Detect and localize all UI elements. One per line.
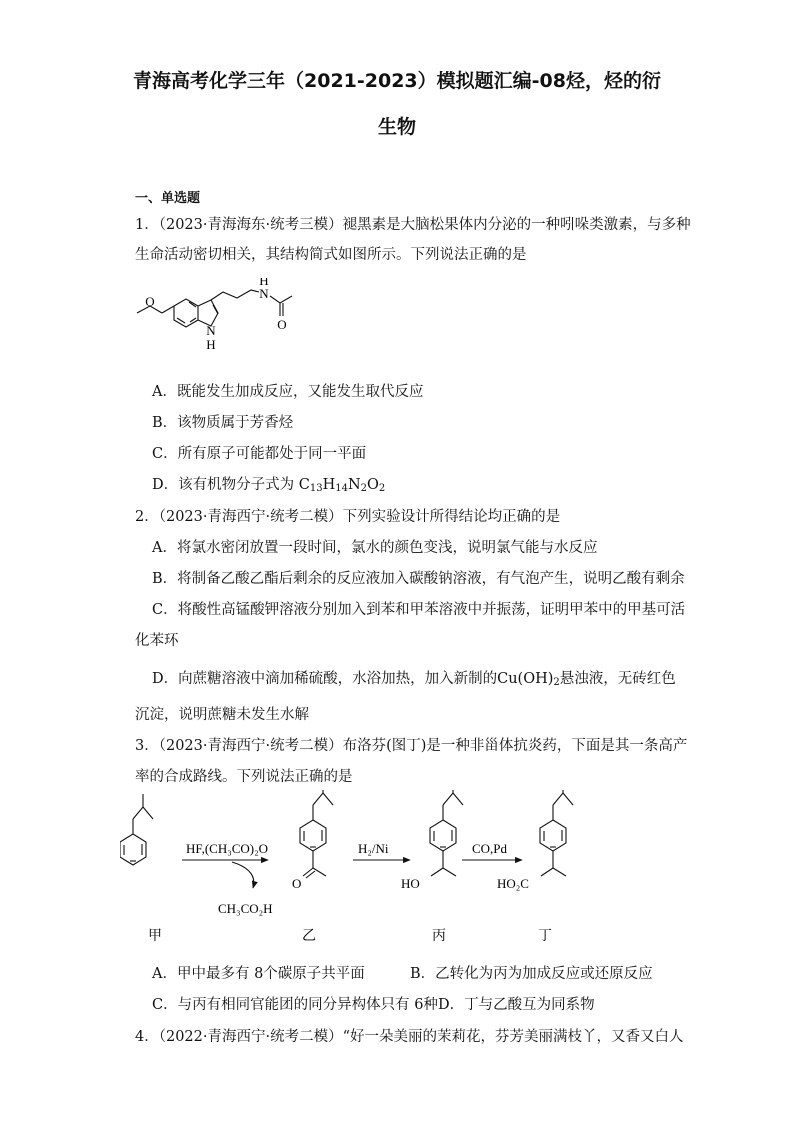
reagent-hydrogen-nickel: H₂/Ni bbox=[358, 841, 389, 856]
label-jia: 甲 bbox=[148, 929, 162, 944]
q3-option-c: C．与丙有相同官能团的同分异构体只有 6种 bbox=[152, 997, 438, 1013]
q3-stem-line-2: 率的合成路线。下列说法正确的是 bbox=[135, 769, 353, 785]
label-bing: 丙 bbox=[432, 929, 446, 944]
q2-option-c-line-1: C．将酸性高锰酸钾溶液分别加入到苯和甲苯溶液中并振荡，证明甲苯中的甲基可活 bbox=[152, 602, 686, 618]
amide-h-label: H bbox=[259, 278, 269, 288]
carbonyl-oxygen-label: O bbox=[277, 317, 287, 332]
q1-option-b: B．该物质属于芳香烃 bbox=[152, 415, 294, 431]
q1-option-a: A．既能发生加成反应，又能发生取代反应 bbox=[152, 384, 424, 400]
q3-option-d: D．丁与乙酸互为同系物 bbox=[438, 997, 595, 1013]
q3-stem-line-1: 3．（2023·青海西宁·统考二模）布洛芬(图丁)是一种非甾体抗炎药，下面是其一条高产 bbox=[135, 738, 688, 754]
q3-option-a: A．甲中最多有 8个碳原子共平面 bbox=[152, 966, 365, 982]
q1-stem-line-1: 1．（2023·青海海东·统考三模）褪黑素是大脑松果体内分泌的一种吲哚类激素，与多种 bbox=[135, 217, 691, 233]
section-heading: 一、单选题 bbox=[135, 191, 201, 206]
amide-n-label: N bbox=[259, 286, 269, 301]
label-yi: 乙 bbox=[302, 929, 316, 944]
reagent-co-palladium: CO,Pd bbox=[472, 841, 508, 856]
reagent-hf-acetic-anhydride: HF,(CH₃CO)₂O bbox=[186, 841, 269, 856]
label-ding: 丁 bbox=[538, 929, 552, 944]
q2-stem: 2．（2023·青海西宁·统考二模）下列实验设计所得结论均正确的是 bbox=[135, 509, 561, 525]
q2-option-d-line-2: 沉淀，说明蔗糖未发生水解 bbox=[135, 707, 309, 723]
ibuprofen-synthesis-scheme bbox=[120, 790, 660, 950]
q3-option-b: B．乙转化为丙为加成反应或还原反应 bbox=[410, 966, 653, 982]
q2-option-b: B．将制备乙酸乙酯后剩余的反应液加入碳酸钠溶液，有气泡产生，说明乙酸有剩余 bbox=[152, 571, 685, 587]
title-line-1: 青海高考化学三年（2021-2023）模拟题汇编-08烃，烃的衍 bbox=[133, 70, 661, 92]
bing-hydroxyl-label: HO bbox=[401, 876, 420, 891]
melatonin-structure bbox=[125, 278, 325, 358]
q4-stem-line-1: 4．（2022·青海西宁·统考二模）“好一朵美丽的茉莉花，芬芳美丽满枝丫，又香又白人 bbox=[135, 1029, 684, 1045]
byproduct-acetic-acid: CH₃CO₂H bbox=[218, 901, 273, 916]
q2-option-a: A．将氯水密闭放置一段时间，氯水的颜色变浅，说明氯气能与水反应 bbox=[152, 540, 598, 556]
q2-option-d-line-1: D．向蔗糖溶液中滴加稀硫酸，水浴加热，加入新制的$Cu(OH)_2$悬浊液，无砖红色 bbox=[152, 671, 676, 688]
q2-option-c-line-2: 化苯环 bbox=[135, 633, 179, 649]
document-title bbox=[100, 58, 694, 150]
yi-oxygen-label: O bbox=[292, 876, 302, 891]
title-line-2: 生物 bbox=[377, 116, 416, 138]
q1-stem-line-2: 生命活动密切相关，其结构简式如图所示。下列说法正确的是 bbox=[135, 247, 527, 263]
q1-option-c: C．所有原子可能都处于同一平面 bbox=[152, 446, 367, 462]
ding-carboxyl-label: HO₂C bbox=[497, 876, 529, 891]
indole-h-label: H bbox=[206, 337, 216, 352]
q1-option-d: D．该有机物分子式为 $C_{13}H_{14}N_2O_2$ bbox=[152, 477, 386, 494]
indole-n-label: N bbox=[206, 323, 216, 338]
methoxy-oxygen-label: O bbox=[145, 294, 155, 309]
